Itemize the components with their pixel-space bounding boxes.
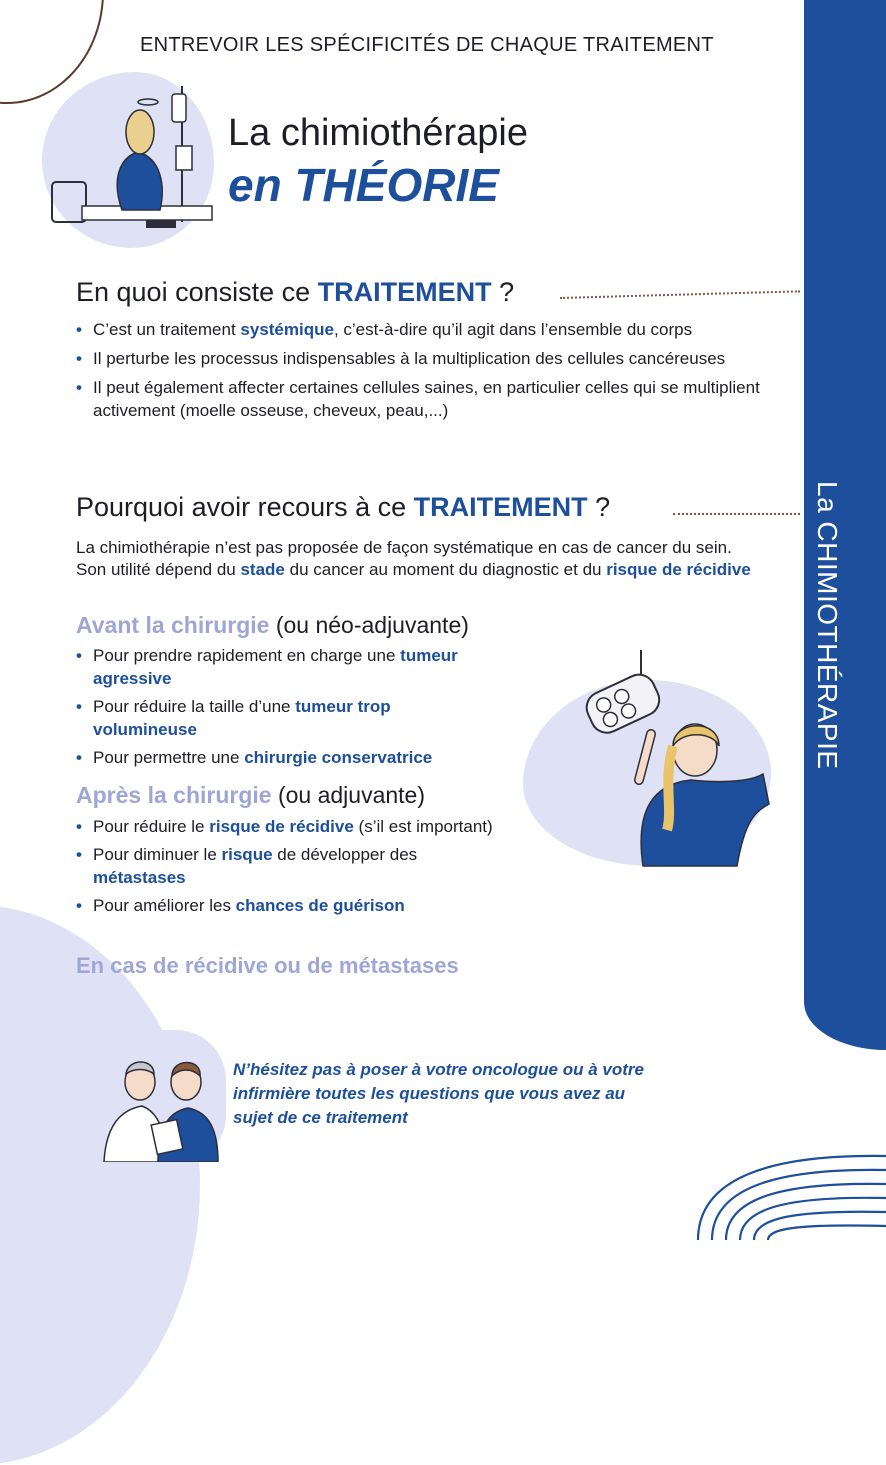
treatment-description-list — [76, 318, 776, 428]
list-item: • Pour réduire le risque de récidive (s’il est important) — [76, 817, 493, 836]
list-item: • C’est un traitement systémique, c’est-à-dire qu’il agit dans l’ensemble du corps — [76, 320, 693, 339]
subheading-apres: Après la chirurgie (ou adjuvante) — [76, 782, 426, 808]
patient-iv-drip-illustration — [42, 72, 214, 248]
doctor-nurse-illustration — [96, 1030, 226, 1162]
bullet-icon: • — [76, 320, 82, 339]
avant-list — [76, 644, 496, 774]
bullet-icon: • — [76, 748, 82, 767]
list-item: • Pour réduire la taille d’une tumeur trop volumineuse — [76, 697, 391, 739]
bullet-icon: • — [76, 349, 82, 368]
list-item: • Il perturbe les processus indispensables à la multiplication des cellules cancéreuses — [76, 349, 726, 368]
bullet-icon: • — [76, 896, 82, 915]
advice-note: N’hésitez pas à poser à votre oncologue ou à votre infirmière toutes les questions que vous avez au sujet de ce traitement — [233, 1060, 644, 1127]
bullet-icon: • — [76, 817, 82, 836]
section-heading-what: En quoi consiste ce TRAITEMENT ? — [76, 277, 515, 307]
apres-list — [76, 815, 506, 922]
intro-paragraph: La chimiothérapie n’est pas proposée de façon systématique en cas de cancer du sein. Son utilité dépend du stade du cancer au moment du diagnostic et du risque de récidive — [76, 538, 751, 579]
subheading-avant: Avant la chirurgie (ou néo-adjuvante) — [76, 612, 469, 638]
bullet-icon: • — [76, 378, 82, 397]
subheading-recidive: En cas de récidive ou de métastases — [76, 953, 459, 978]
dotted-leader — [560, 290, 800, 299]
kicker: ENTREVOIR LES SPÉCIFICITÉS DE CHAQUE TRAITEMENT — [140, 34, 714, 56]
bullet-icon: • — [76, 697, 82, 716]
side-title: La CHIMIOTHÉRAPIE — [812, 480, 843, 770]
decorative-arcs-icon — [690, 1148, 886, 1240]
page-subtitle: en THÉORIE — [228, 159, 499, 211]
list-item: • Pour prendre rapidement en charge une tumeur agressive — [76, 646, 458, 688]
bullet-icon: • — [76, 646, 82, 665]
list-item: • Pour diminuer le risque de développer des métastases — [76, 845, 418, 887]
decorative-blob — [0, 905, 200, 1465]
nurse-surgical-lamp-illustration — [523, 680, 771, 866]
page-title: La chimiothérapie — [228, 112, 528, 154]
list-item: • Il peut également affecter certaines cellules saines, en particulier celles qui se multiplient activement (moelle osseuse, cheveux, peau,...) — [76, 378, 760, 420]
list-item: • Pour améliorer les chances de guérison — [76, 896, 405, 915]
dotted-leader — [673, 513, 800, 515]
bullet-icon: • — [76, 845, 82, 864]
list-item: • Pour permettre une chirurgie conservatrice — [76, 748, 433, 767]
section-heading-why: Pourquoi avoir recours à ce TRAITEMENT ? — [76, 492, 611, 522]
